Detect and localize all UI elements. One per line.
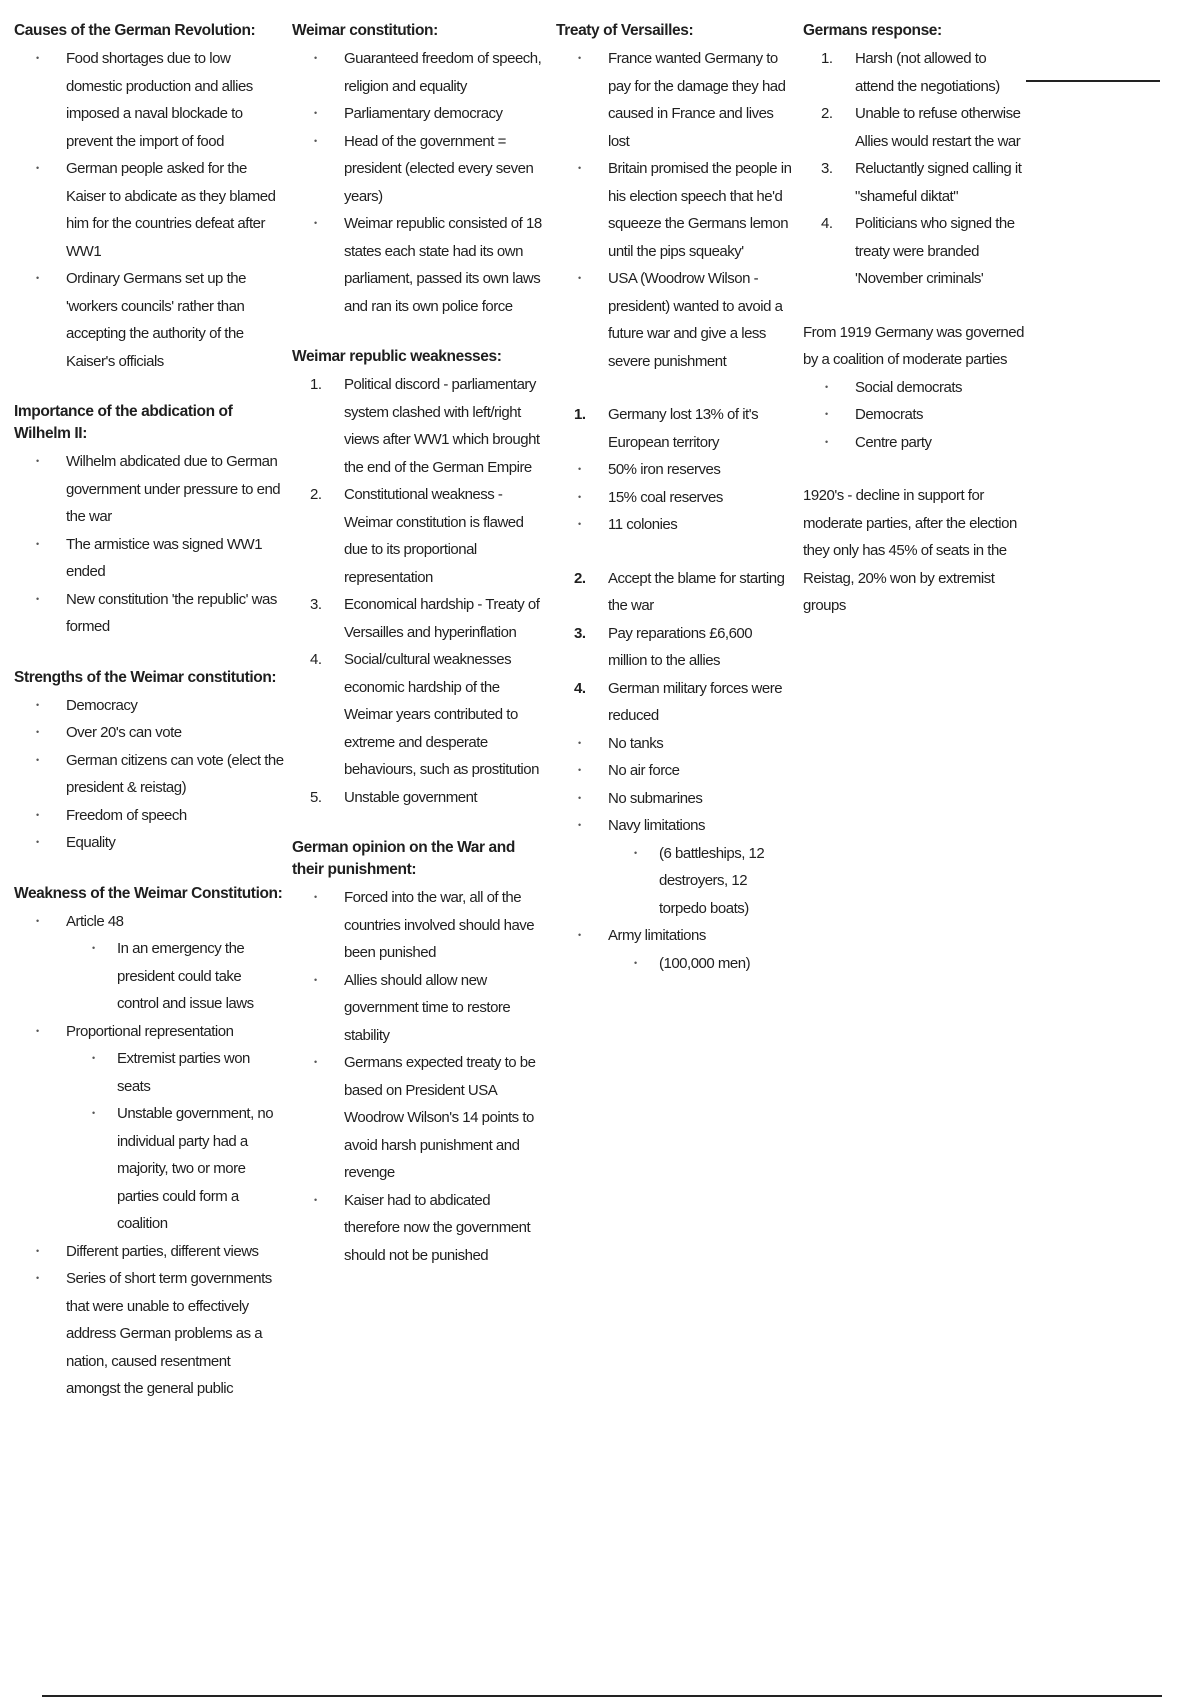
list-item: 4. Politicians who signed the treaty were branded 'November criminals' (821, 215, 1015, 287)
bullet-icon: • (36, 163, 39, 173)
list-item: • Germans expected treaty to be based on President USA Woodrow Wilson's 14 points to avoid harsh punishment and revenge (292, 1049, 546, 1187)
strengths-list (14, 692, 286, 857)
column-4 (803, 20, 1027, 620)
bullet-icon: • (36, 1245, 39, 1256)
top-right-rule (1026, 80, 1160, 82)
bullet-icon: • (314, 1057, 317, 1067)
bullet-icon: • (314, 218, 317, 228)
list-subitem: • Extremist parties won seats (14, 1045, 286, 1100)
response-heading: Germans response: (803, 22, 942, 39)
bullet-icon: • (36, 456, 39, 466)
list-item: • The armistice was signed WW1 ended (14, 531, 286, 586)
list-item: • Equality (14, 829, 286, 857)
list-item: • France wanted Germany to pay for the damage they had caused in France and lives lost (556, 45, 794, 155)
list-item: • 50% iron reserves (556, 456, 794, 484)
bullet-icon: • (634, 957, 637, 968)
list-item: • No air force (556, 757, 794, 785)
list-item: • 15% coal reserves (556, 484, 794, 512)
bullet-icon: • (36, 593, 39, 604)
bullet-icon: • (578, 273, 581, 283)
list-item: 3. Reluctantly signed calling it "shameful diktat" (821, 160, 1022, 205)
bullet-icon: • (36, 53, 39, 63)
bullet-icon: • (314, 108, 317, 118)
bullet-icon: • (825, 409, 828, 419)
bullet-icon: • (578, 519, 581, 529)
list-item: • Forced into the war, all of the countries involved should have been punished (292, 884, 546, 967)
list-item: • Weimar republic consisted of 18 states each state had its own parliament, passed its own laws and ran its own police force (292, 210, 546, 320)
bullet-icon: • (314, 892, 317, 902)
decline-paragraph: 1920's - decline in support for moderate parties, after the election they only has 45% of seats in the Reistag, 20% won by extremist groups (803, 487, 1017, 614)
bullet-icon: • (36, 754, 39, 765)
list-subitem: • (100,000 men) (556, 950, 794, 978)
constitution-list (292, 45, 546, 320)
weaknesses-heading: Weimar republic weaknesses: (292, 348, 502, 365)
bullet-icon: • (36, 809, 39, 820)
bullet-icon: • (578, 792, 581, 803)
list-item: • New constitution 'the republic' was formed (14, 586, 286, 641)
bullet-icon: • (36, 727, 39, 737)
list-item: 4. German military forces were reduced (574, 679, 783, 724)
list-item: 2. Constitutional weakness - Weimar constitution is flawed due to its proportional representation (310, 486, 524, 586)
opinion-list (292, 884, 546, 1269)
list-item: 3. Economical hardship - Treaty of Versailles and hyperinflation (310, 596, 540, 641)
list-subitem: • (6 battleships, 12 destroyers, 12 torpedo boats) (556, 840, 794, 923)
bullet-icon: • (578, 53, 581, 63)
bullet-icon: • (314, 53, 317, 63)
bullet-icon: • (578, 820, 581, 830)
list-item: • Head of the government = president (elected every seven years) (292, 128, 546, 211)
bullet-icon: • (634, 847, 637, 858)
treaty-terms-list (556, 401, 794, 539)
list-item: • Food shortages due to low domestic production and allies imposed a naval blockade to prevent the import of food (14, 45, 286, 155)
bullet-icon: • (36, 273, 39, 283)
opinion-heading: German opinion on the War and their punishment: (292, 839, 515, 878)
bullet-icon: • (578, 737, 581, 748)
list-subitem: • In an emergency the president could take control and issue laws (14, 935, 286, 1018)
list-item: • Series of short term governments that were unable to effectively address German problems as a nation, caused resentment amongst the general public (14, 1265, 286, 1403)
list-item: • Centre party (803, 429, 1027, 457)
list-item: • Ordinary Germans set up the 'workers councils' rather than accepting the authority of the Kaiser's officials (14, 265, 286, 375)
weaknesses-list (292, 371, 546, 811)
bullet-icon: • (36, 915, 39, 926)
list-item: • Guaranteed freedom of speech, religion and equality (292, 45, 546, 100)
list-item: • Proportional representation (14, 1018, 286, 1046)
treaty-terms-list-2 (556, 565, 794, 978)
bullet-icon: • (314, 135, 317, 146)
bullet-icon: • (36, 837, 39, 847)
treaty-intro-list (556, 45, 794, 375)
list-item: • Parliamentary democracy (292, 100, 546, 128)
column-1 (14, 20, 286, 1403)
list-item: • Allies should allow new government time to restore stability (292, 967, 546, 1050)
list-item: • Britain promised the people in his election speech that he'd squeeze the Germans lemon until the pips squeaky' (556, 155, 794, 265)
column-3 (556, 20, 794, 977)
response-list (803, 45, 1027, 293)
list-item: • German citizens can vote (elect the president & reistag) (14, 747, 286, 802)
bullet-icon: • (578, 491, 581, 502)
bullet-icon: • (578, 765, 581, 775)
list-item: • No tanks (556, 730, 794, 758)
list-item: 2. Accept the blame for starting the war (574, 569, 785, 614)
list-item: • German people asked for the Kaiser to abdicate as they blamed him for the countries defeat after WW1 (14, 155, 286, 265)
list-item: • 11 colonies (556, 511, 794, 539)
list-item: • Wilhelm abdicated due to German government under pressure to end the war (14, 448, 286, 531)
column-2 (292, 20, 546, 1269)
bullet-icon: • (578, 464, 581, 474)
list-item: • Over 20's can vote (14, 719, 286, 747)
bullet-icon: • (36, 1025, 39, 1036)
bullet-icon: • (314, 974, 317, 985)
list-item: 4. Social/cultural weaknesses economic hardship of the Weimar years contributed to extreme and desperate behaviours, such as prostitution (310, 651, 539, 778)
list-item: 1. Germany lost 13% of it's European territory (574, 406, 759, 451)
list-item: 1. Harsh (not allowed to attend the negotiations) (821, 50, 1000, 95)
abdication-heading: Importance of the abdication of Wilhelm II: (14, 403, 233, 442)
bullet-icon: • (92, 1108, 95, 1118)
bottom-rule (42, 1695, 1162, 1697)
list-item: • Article 48 (14, 908, 286, 936)
list-item: 5. Unstable government (310, 788, 478, 806)
parties-list (803, 374, 1027, 457)
treaty-heading: Treaty of Versailles: (556, 22, 694, 39)
bullet-icon: • (578, 930, 581, 940)
list-item: • Democracy (14, 692, 286, 720)
list-item: • Army limitations (556, 922, 794, 950)
weakness-heading: Weakness of the Weimar Constitution: (14, 884, 283, 902)
constitution-heading: Weimar constitution: (292, 22, 438, 39)
bullet-icon: • (825, 381, 828, 392)
strengths-heading: Strengths of the Weimar constitution: (14, 668, 277, 686)
bullet-icon: • (92, 1053, 95, 1063)
weakness-list (14, 908, 286, 1403)
list-item: • USA (Woodrow Wilson - president) wanted to avoid a future war and give a less severe punishment (556, 265, 794, 375)
list-item: • Democrats (803, 401, 1027, 429)
bullet-icon: • (92, 943, 95, 953)
list-item: • Social democrats (803, 374, 1027, 402)
causes-heading: Causes of the German Revolution: (14, 22, 256, 39)
abdication-list (14, 448, 286, 641)
bullet-icon: • (314, 1194, 317, 1205)
causes-list (14, 45, 286, 375)
list-item: • Kaiser had to abdicated therefore now the government should not be punished (292, 1187, 546, 1270)
coalition-intro: From 1919 Germany was governed by a coalition of moderate parties (803, 323, 1024, 368)
list-item: 2. Unable to refuse otherwise Allies would restart the war (821, 105, 1021, 150)
bullet-icon: • (578, 163, 581, 173)
bullet-icon: • (825, 436, 828, 447)
list-item: • Navy limitations (556, 812, 794, 840)
bullet-icon: • (36, 1273, 39, 1283)
list-subitem: • Unstable government, no individual party had a majority, two or more parties could form a coalition (14, 1100, 286, 1238)
list-item: 3. Pay reparations £6,600 million to the allies (574, 624, 753, 669)
bullet-icon: • (36, 699, 39, 710)
list-item: • Different parties, different views (14, 1238, 286, 1266)
bullet-icon: • (36, 538, 39, 549)
list-item: • Freedom of speech (14, 802, 286, 830)
list-item: 1. Political discord - parliamentary system clashed with left/right views after WW1 which brought the end of the German Empire (310, 376, 540, 476)
list-item: • No submarines (556, 785, 794, 813)
